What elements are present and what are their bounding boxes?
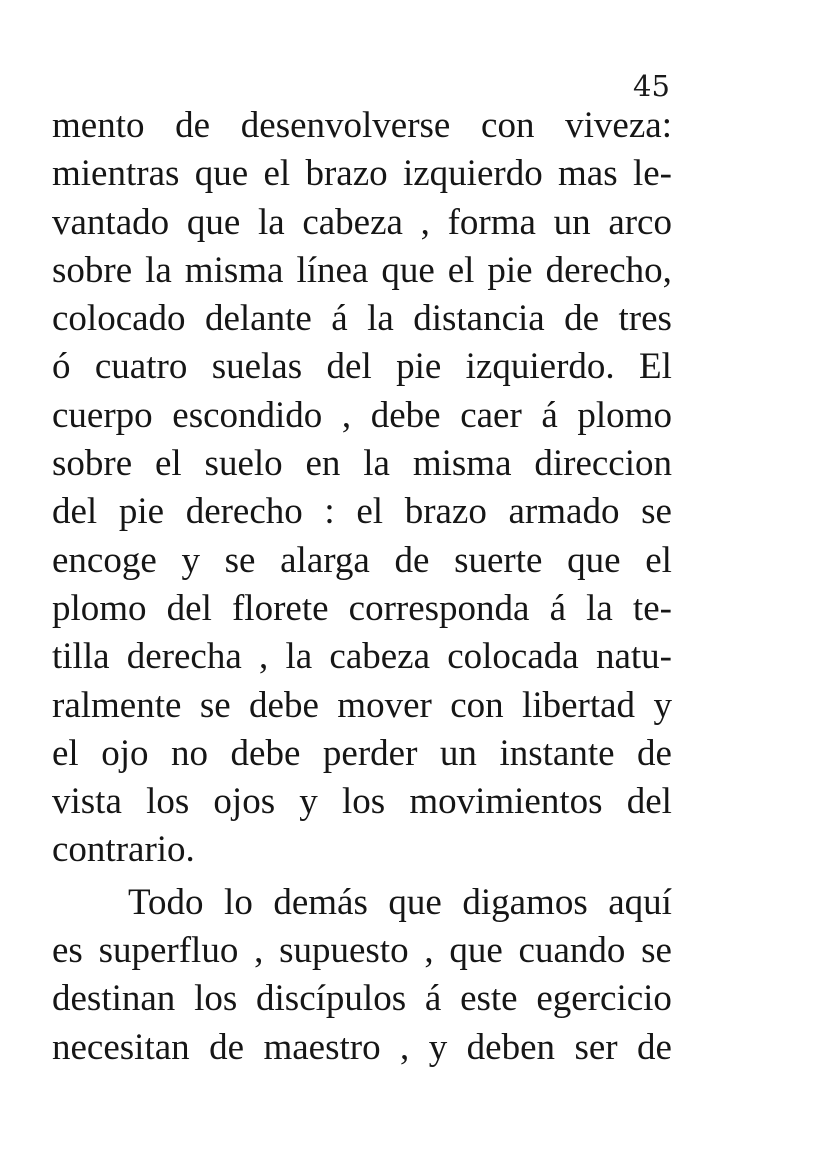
word: el — [447, 249, 475, 291]
word: digamos — [462, 881, 588, 923]
word: plomo — [577, 394, 672, 436]
word: derecho — [185, 491, 303, 533]
text-line — [52, 585, 672, 633]
word: y — [181, 539, 200, 581]
word: que — [186, 201, 241, 243]
word: libertad — [522, 684, 636, 726]
word: cuerpo — [52, 394, 153, 436]
word: la — [145, 249, 172, 291]
word: demás — [273, 881, 368, 923]
word: cuando — [518, 930, 626, 972]
word: vantado — [52, 201, 170, 243]
word: ser — [574, 1026, 618, 1068]
word: la — [363, 443, 390, 485]
page-number: 45 — [633, 69, 670, 103]
word: ojos — [213, 781, 276, 823]
word: supuesto — [279, 930, 409, 972]
word: perder — [322, 732, 418, 774]
word: de — [564, 298, 600, 340]
word: escondido — [172, 394, 323, 436]
text-line — [52, 150, 672, 198]
text-line — [52, 537, 672, 585]
word: ó — [52, 346, 71, 388]
text-line — [52, 295, 672, 343]
word: lo — [224, 881, 253, 923]
word: desenvolverse — [240, 105, 451, 146]
word: derecho, — [545, 249, 672, 291]
word: suelas — [211, 346, 303, 388]
word: del — [326, 346, 372, 388]
word: : — [324, 491, 335, 533]
word: alarga — [280, 539, 370, 581]
word: cabeza — [302, 201, 403, 243]
word: un — [439, 732, 477, 774]
text-line — [52, 343, 672, 391]
word: brazo — [404, 491, 487, 533]
text-line — [52, 102, 672, 150]
word: , — [400, 1026, 410, 1068]
word: el — [52, 732, 79, 774]
word: en — [305, 443, 341, 485]
word: sobre — [52, 249, 133, 291]
word: suerte — [454, 539, 543, 581]
word: con — [450, 684, 504, 726]
word: delante — [204, 298, 312, 340]
word: que — [381, 249, 435, 291]
word: , — [420, 201, 430, 243]
text-line — [52, 440, 672, 488]
word: es — [52, 930, 83, 972]
word: se — [224, 539, 256, 581]
text-line — [52, 975, 672, 1023]
text-line — [52, 682, 672, 730]
word: mover — [337, 684, 432, 726]
word: misma — [184, 249, 284, 291]
word: viveza: — [565, 105, 672, 146]
word: un — [553, 201, 591, 243]
word: este — [460, 978, 518, 1020]
word: te- — [632, 587, 672, 629]
word: , — [424, 930, 434, 972]
word: y — [428, 1026, 448, 1068]
word: cabeza — [329, 636, 431, 678]
text-line — [52, 488, 672, 536]
word: el — [155, 443, 182, 485]
word: colocado — [52, 298, 186, 340]
word: á — [541, 394, 558, 436]
word: florete — [231, 587, 329, 629]
word: arco — [608, 201, 672, 243]
word: mas — [558, 153, 618, 195]
word: con — [481, 105, 535, 146]
word: de — [394, 539, 430, 581]
text-line — [52, 247, 672, 295]
word: direccion — [534, 443, 672, 485]
word: que — [388, 881, 442, 923]
word: los — [341, 781, 386, 823]
word: del — [626, 781, 672, 823]
word: caer — [460, 394, 522, 436]
text-line — [52, 778, 672, 826]
word: no — [171, 732, 209, 774]
word: pie — [396, 346, 442, 388]
word: y — [299, 781, 318, 823]
text-line — [52, 392, 672, 440]
word: , — [254, 930, 264, 972]
word: se — [199, 684, 231, 726]
word: ralmente — [52, 684, 182, 726]
word: de — [209, 1026, 245, 1068]
word: del — [52, 491, 98, 533]
word: necesitan — [52, 1026, 190, 1068]
word: discípulos — [256, 978, 407, 1020]
word: á — [331, 298, 348, 340]
text-line — [52, 633, 672, 681]
word: sobre — [52, 443, 133, 485]
word: izquierdo — [402, 153, 543, 195]
word: pie — [487, 249, 533, 291]
text-line — [52, 730, 672, 778]
word: misma — [412, 443, 512, 485]
text-line — [52, 199, 672, 247]
word: línea — [296, 249, 369, 291]
word: del — [166, 587, 212, 629]
word: de — [637, 1026, 672, 1068]
word: movimientos — [409, 781, 603, 823]
word: de — [175, 105, 211, 146]
word: que — [194, 153, 249, 195]
word: el — [263, 153, 291, 195]
word: tilla — [52, 636, 110, 678]
word: egercicio — [536, 978, 672, 1020]
word: instante — [499, 732, 615, 774]
word: izquierdo. — [465, 346, 615, 388]
word: los — [146, 781, 190, 823]
word: á — [424, 978, 442, 1020]
word: que — [449, 930, 503, 972]
word: debe — [249, 684, 319, 726]
word: la — [285, 636, 313, 678]
word: se — [641, 491, 672, 533]
word: armado — [508, 491, 620, 533]
word: mento — [52, 105, 145, 146]
word: superfluo — [98, 930, 239, 972]
word: forma — [447, 201, 536, 243]
word: , — [259, 636, 269, 678]
word: derecha — [126, 636, 242, 678]
word: encoge — [52, 539, 157, 581]
word: colocada — [447, 636, 579, 678]
word: deben — [466, 1026, 556, 1068]
word: y — [653, 684, 672, 726]
text-line — [52, 1024, 672, 1072]
word: plomo — [52, 587, 147, 629]
word: maestro — [263, 1026, 381, 1068]
word: ojo — [101, 732, 149, 774]
word: suelo — [204, 443, 283, 485]
word: se — [641, 930, 672, 972]
word: mientras — [52, 153, 180, 195]
text-line — [52, 927, 672, 975]
word: tres — [618, 298, 672, 340]
word: El — [639, 346, 672, 388]
word: corresponda — [348, 587, 530, 629]
word: Todo — [128, 881, 204, 923]
word: debe — [370, 394, 441, 436]
word: el — [645, 539, 672, 581]
word: vista — [52, 781, 122, 823]
word: la — [367, 298, 394, 340]
word: el — [356, 491, 384, 533]
word: la — [586, 587, 613, 629]
word: le- — [632, 153, 672, 195]
text-line: contrario. — [52, 829, 195, 871]
word: de — [637, 732, 672, 774]
word: que — [567, 539, 621, 581]
word: natu- — [595, 636, 672, 678]
word: aquí — [608, 881, 672, 923]
word: la — [257, 201, 285, 243]
word: brazo — [305, 153, 388, 195]
word: pie — [118, 491, 165, 533]
word: los — [194, 978, 238, 1020]
word: , — [341, 394, 352, 436]
text-line — [52, 879, 672, 927]
body-text — [52, 102, 672, 1072]
word: destinan — [52, 978, 176, 1020]
word: distancia — [413, 298, 545, 340]
word: cuatro — [94, 346, 188, 388]
word: á — [549, 587, 566, 629]
word: debe — [230, 732, 301, 774]
